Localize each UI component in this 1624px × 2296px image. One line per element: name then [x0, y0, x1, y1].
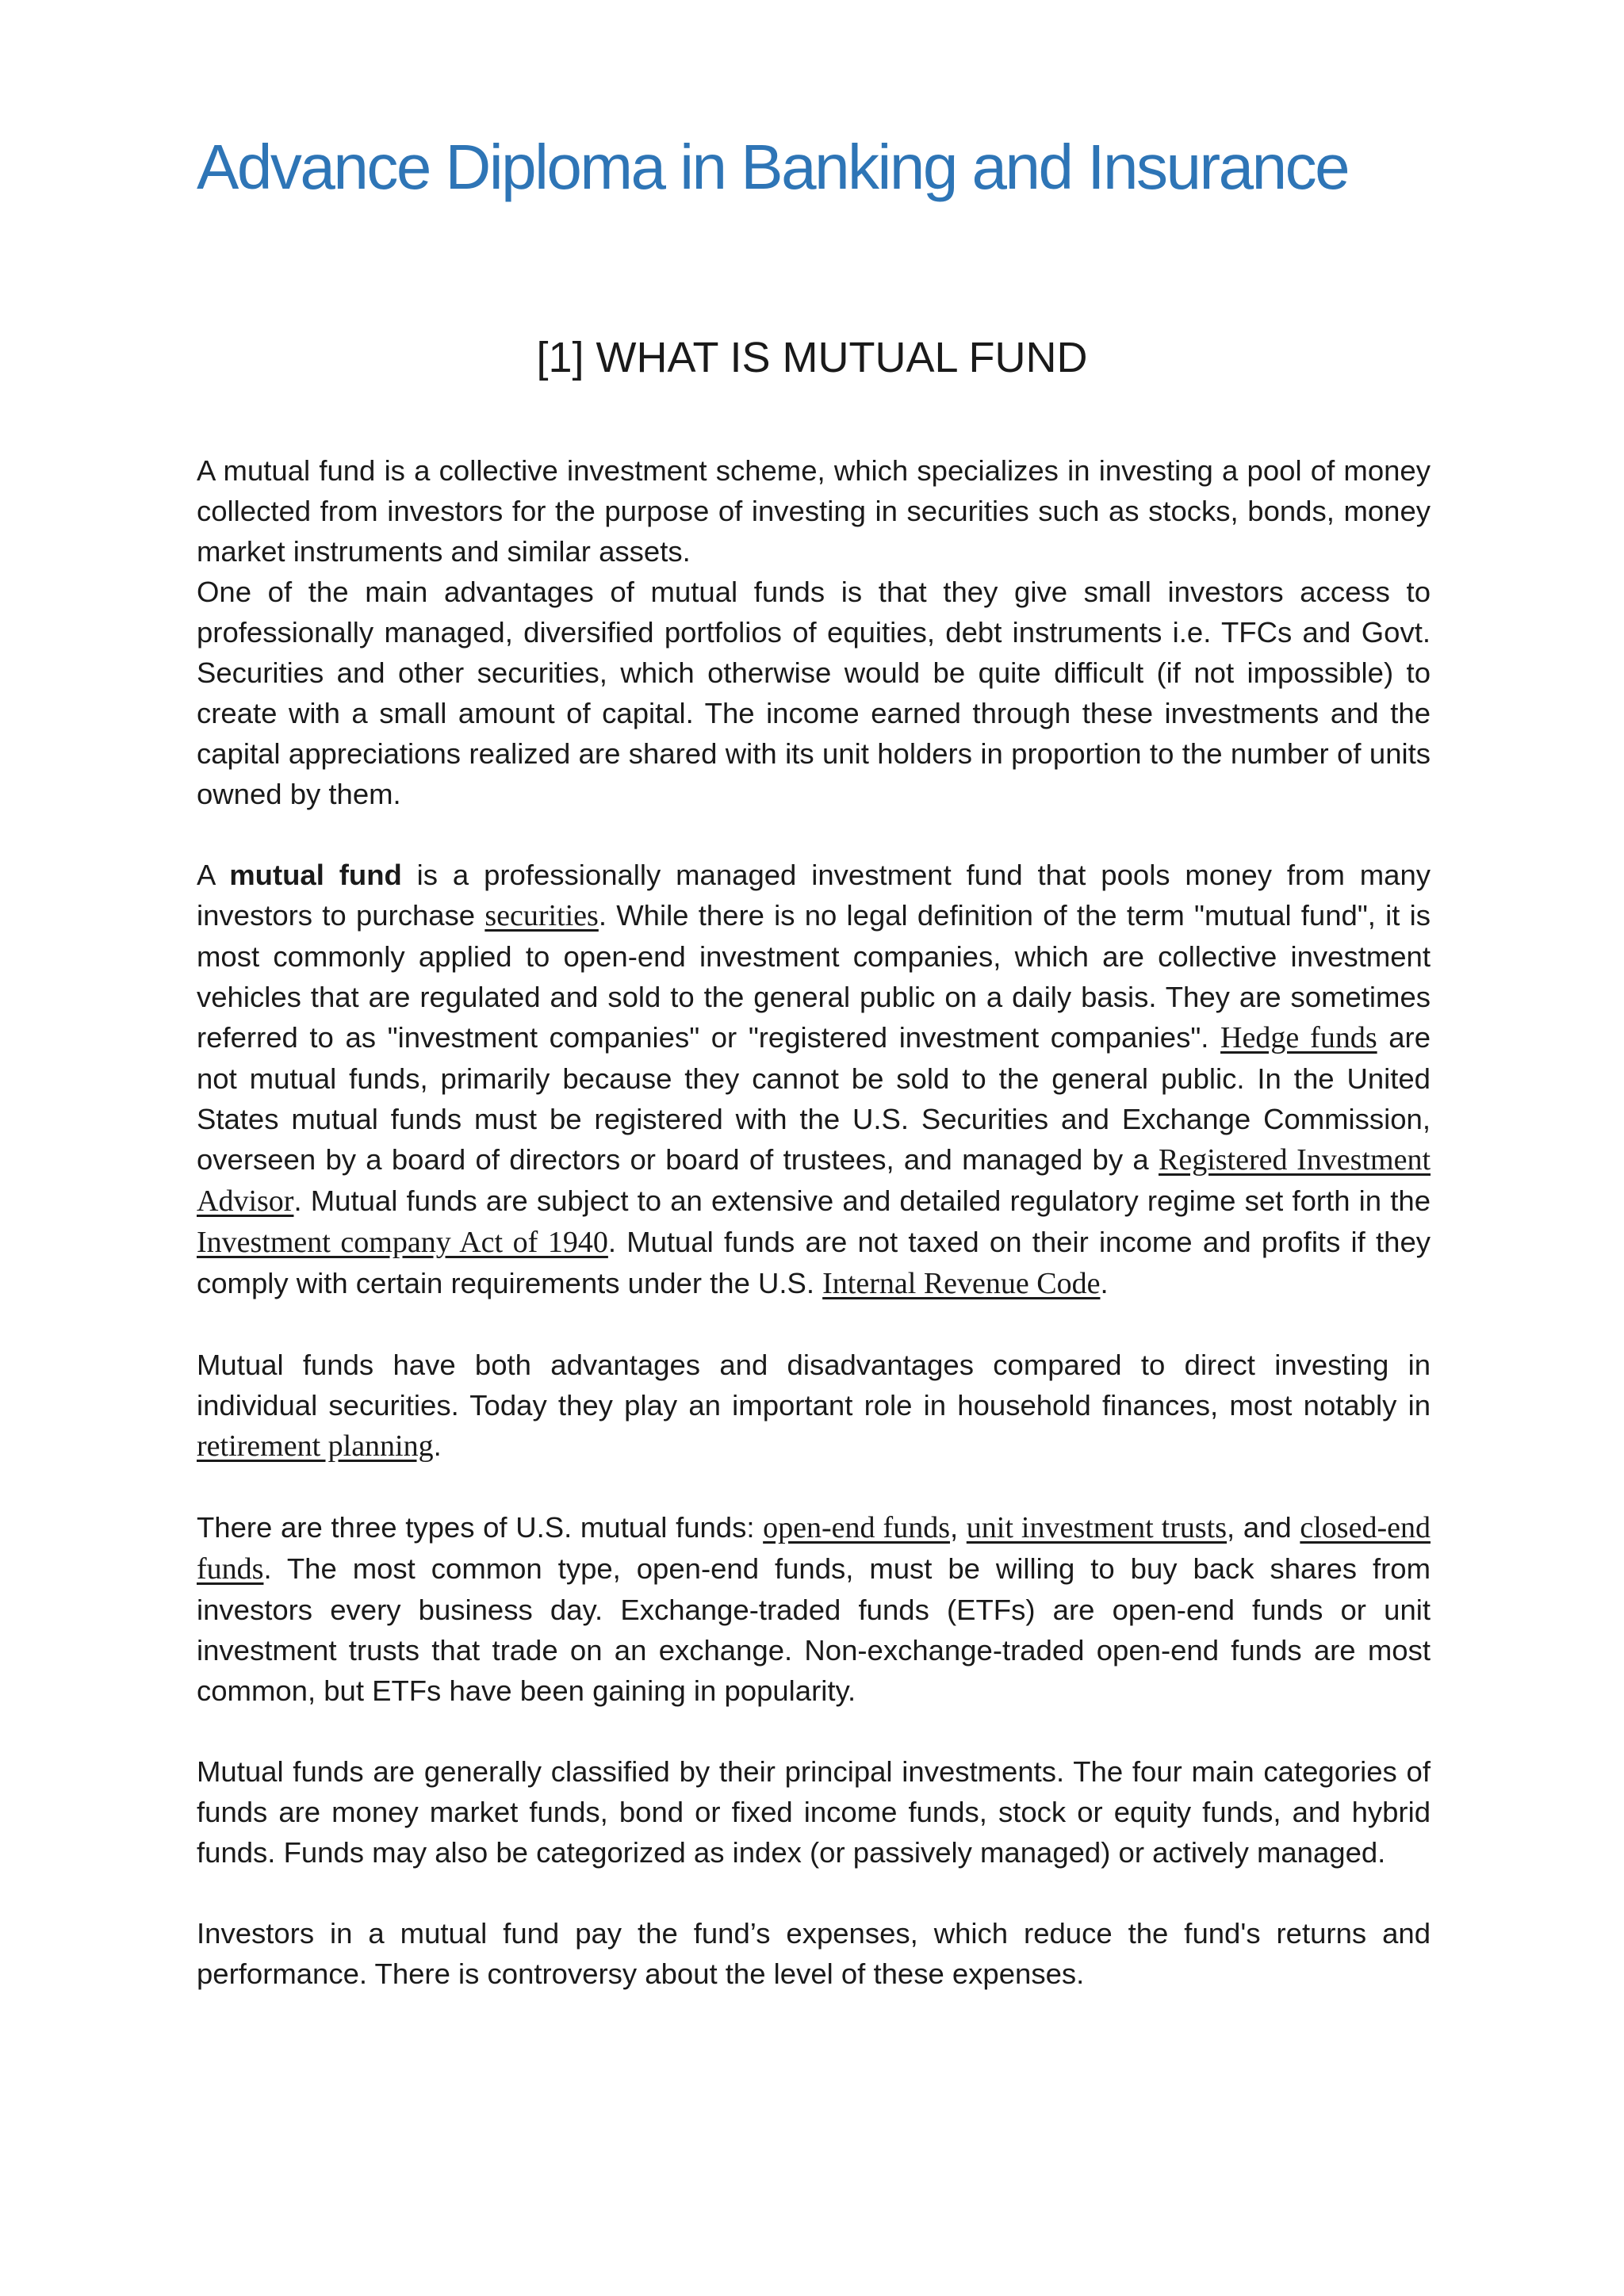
section-heading: [1] WHAT IS MUTUAL FUND	[536, 334, 1088, 381]
text-span: is a professionally managed investment fund that pools money from many investors to purchase	[197, 859, 1431, 932]
registered-investment-advisor-link[interactable]: Registered Investment Advisor	[197, 1143, 1431, 1218]
text-span: .	[433, 1429, 442, 1462]
investment-company-act-link[interactable]: Investment company Act of 1940	[197, 1226, 608, 1259]
text-span: , and	[1227, 1511, 1300, 1544]
text-span: are not mutual funds, primarily because they cannot be sold to the general public. In the United States mutual funds must be registered with the U.S. Securities and Exchange Commission, overseen by a board of directors or board of trustees, and managed by a	[197, 1021, 1431, 1176]
document-title: Advance Diploma in Banking and Insurance	[197, 132, 1349, 202]
paragraph-professional-management	[197, 855, 1431, 1304]
internal-revenue-code-link[interactable]: Internal Revenue Code	[822, 1267, 1101, 1300]
paragraph-pros-cons	[197, 1345, 1431, 1467]
retirement-planning-link[interactable]: retirement planning	[197, 1429, 434, 1463]
document-body	[197, 450, 1431, 1994]
paragraph-advantages: One of the main advantages of mutual funds is that they give small investors access to professionally managed, diversified portfolios of equities, debt instruments i.e. TFCs and Govt. Securities and other securities, which otherwise would be quite difficult (if not impossible) to create with a small amount of capital. The income earned through these investments and the capital appreciations realized are shared with its unit holders in proportion to the number of units owned by them.	[197, 576, 1431, 810]
text-span: . Mutual funds are not taxed on their income and profits if they comply with certain requirements under the U.S.	[197, 1226, 1431, 1299]
text-span: .	[1100, 1267, 1109, 1299]
text-span: . While there is no legal definition of the term "mutual fund", it is most commonly applied to open-end investment companies, which are collective investment vehicles that are regulated and sold to the general public on a daily basis. They are sometimes referred to as "investment companies" or "registered investment companies".	[197, 899, 1431, 1054]
text-span: . The most common type, open-end funds, must be willing to buy back shares from investors every business day. Exchange-traded funds (ETFs) are open-end funds or unit investment trusts that trade on an exchange. Non-exchange-traded open-end funds are most common, but ETFs have been gaining in popularity.	[197, 1552, 1431, 1707]
text-span: Mutual funds have both advantages and disadvantages compared to direct investing in individual securities. Today they play an important role in household finances, most notably in	[197, 1349, 1431, 1422]
paragraph-expenses: Investors in a mutual fund pay the fund’s expenses, which reduce the fund's returns and performance. There is controversy about the level of these expenses.	[197, 1917, 1431, 1990]
closed-end-funds-link[interactable]: closed-end funds	[197, 1511, 1431, 1586]
text-span: . Mutual funds are subject to an extensive and detailed regulatory regime set forth in the	[293, 1184, 1431, 1217]
text-span: There are three types of U.S. mutual funds:	[197, 1511, 764, 1544]
paragraph-fund-types	[197, 1507, 1431, 1711]
text-span: ,	[950, 1511, 967, 1544]
paragraph-definition: A mutual fund is a collective investment scheme, which specializes in investing a pool of money collected from investors for the purpose of investing in securities such as stocks, bonds, money market instruments and similar assets.	[197, 454, 1431, 568]
paragraph-classification: Mutual funds are generally classified by their principal investments. The four main categories of funds are money market funds, bond or fixed income funds, stock or equity funds, and hybrid funds. Funds may also be categorized as index (or passively managed) or actively managed.	[197, 1755, 1431, 1869]
open-end-funds-link[interactable]: open-end funds	[763, 1511, 950, 1544]
text-span: A	[197, 859, 230, 891]
unit-investment-trusts-link[interactable]: unit investment trusts	[966, 1511, 1228, 1544]
hedge-funds-link[interactable]: Hedge funds	[1220, 1021, 1377, 1054]
mutual-fund-term: mutual fund	[229, 859, 402, 891]
securities-link[interactable]: securities	[485, 899, 599, 932]
